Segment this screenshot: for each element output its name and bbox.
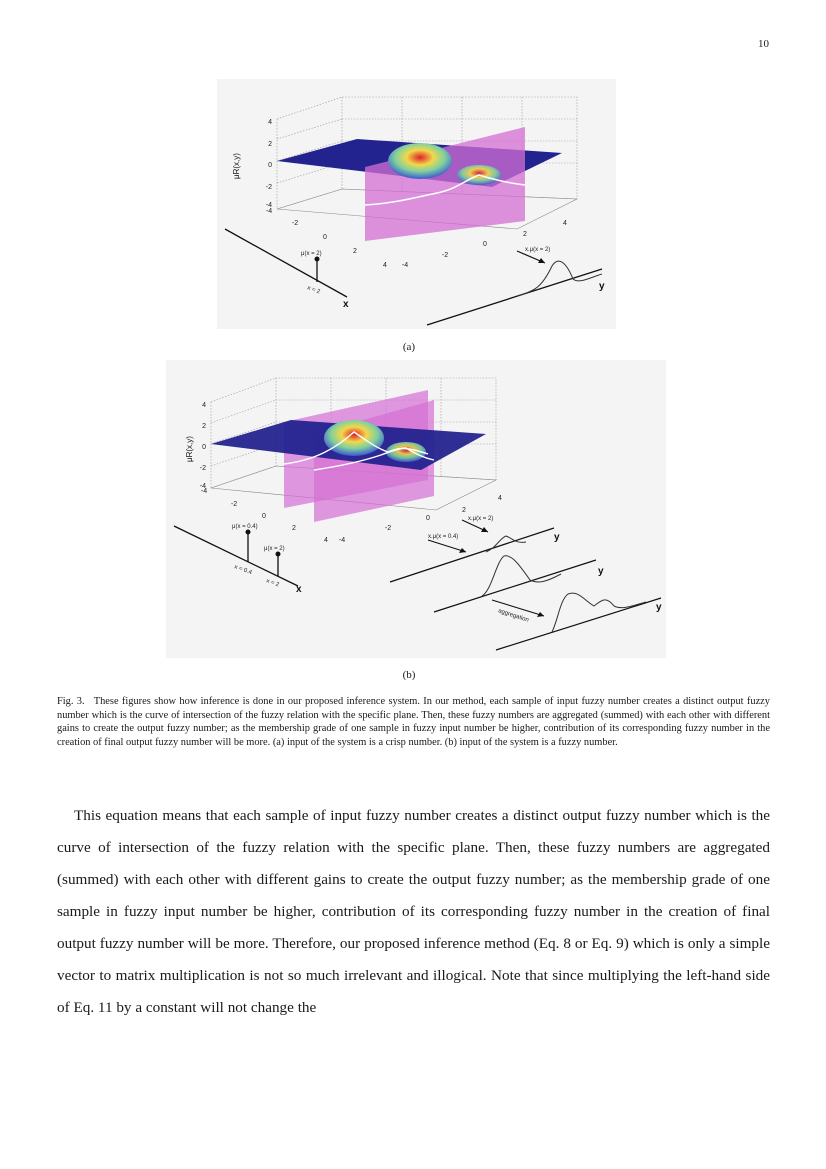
svg-text:2: 2 — [353, 248, 357, 255]
svg-text:4: 4 — [324, 537, 328, 544]
x-axis-line — [225, 229, 347, 297]
aggregated-curve — [552, 593, 646, 632]
svg-text:4: 4 — [268, 119, 272, 126]
svg-text:0: 0 — [426, 515, 430, 522]
peak-main — [388, 143, 452, 179]
z-ticks — [200, 402, 206, 490]
svg-text:2: 2 — [292, 525, 296, 532]
figure-a-plot — [217, 79, 616, 329]
svg-text:-2: -2 — [265, 184, 272, 191]
caption-tag: Fig. 3. — [57, 696, 85, 707]
figure-caption — [57, 695, 770, 749]
figure-b-sublabel: (b) — [402, 669, 416, 681]
svg-text:4: 4 — [202, 402, 206, 409]
svg-text:-2: -2 — [230, 501, 238, 508]
figure-a-sublabel: (a) — [402, 341, 416, 353]
svg-text:-2: -2 — [384, 525, 392, 532]
svg-text:-2: -2 — [291, 220, 299, 227]
svg-text:0: 0 — [262, 513, 266, 520]
output-axis-3 — [496, 598, 661, 650]
input-point-label: x = 2 — [306, 285, 321, 296]
output-label-1: x.μ(x = 2) — [468, 516, 494, 522]
svg-text:-4: -4 — [265, 208, 273, 215]
x-axis-letter: x — [343, 299, 349, 310]
input-label-2: μ(x = 2) — [264, 546, 285, 552]
figure-b-plot — [166, 360, 666, 658]
svg-text:2: 2 — [462, 507, 466, 514]
y-axis-letter: y — [599, 281, 605, 292]
svg-text:0: 0 — [483, 241, 487, 248]
input-point-2 — [276, 552, 281, 557]
figure-b — [166, 360, 666, 658]
figure-a — [217, 79, 616, 329]
x-axis-letter: x — [296, 584, 302, 595]
input-point-1 — [246, 530, 251, 535]
output-axis — [427, 269, 602, 325]
output-curve-2 — [482, 556, 561, 596]
y-axis-letter-2: y — [598, 566, 604, 577]
z-axis-label: μR(x,y) — [185, 436, 194, 462]
y-axis-letter-3: y — [656, 602, 662, 613]
svg-text:0: 0 — [202, 444, 206, 451]
input-point-label-2: x = 2 — [265, 578, 280, 589]
output-label: x.μ(x = 2) — [525, 247, 551, 253]
svg-text:-4: -4 — [265, 202, 272, 209]
input-label-1: μ(x = 0.4) — [232, 524, 258, 530]
page-number: 10 — [758, 38, 769, 50]
svg-text:-4: -4 — [200, 488, 208, 495]
svg-text:-4: -4 — [199, 483, 206, 490]
svg-text:4: 4 — [498, 495, 502, 502]
caption-text: These figures show how inference is done in our proposed inference system. In our method, each sample of input fuzzy number creates a distinct output fuzzy number which is the curve of intersection of the fuzzy relation with the specific plane. Then, these fuzzy numbers are aggregated (summed) with each other with different gains to create the output fuzzy number; as the membership grade of one sample in fuzzy input number be higher, contribution of its corresponding fuzzy number in the creation of final output fuzzy number will be more. (a) input of the system is a crisp number. (b) input of the system is a fuzzy number. — [57, 696, 770, 748]
input-point-label-1: x = 0.4 — [233, 564, 253, 577]
y-axis-letter-1: y — [554, 532, 560, 543]
output-axis-1 — [390, 528, 554, 582]
svg-text:2: 2 — [268, 141, 272, 148]
svg-text:4: 4 — [383, 262, 387, 269]
svg-text:0: 0 — [323, 234, 327, 241]
svg-text:-2: -2 — [441, 252, 449, 259]
svg-text:2: 2 — [523, 231, 527, 238]
svg-text:-4: -4 — [401, 262, 409, 269]
svg-text:-4: -4 — [338, 537, 346, 544]
aggregation-label: aggregation — [497, 608, 530, 624]
svg-text:4: 4 — [563, 220, 567, 227]
svg-text:2: 2 — [202, 423, 206, 430]
z-axis-label: μR(x,y) — [232, 153, 241, 179]
body-paragraph: This equation means that each sample of input fuzzy number creates a distinct output fuzzy number which is the curve of intersection of the fuzzy relation with the specific plane. Then, these fuzzy numbers are aggregated (summed) with each other with different gains to create the output fuzzy number; as the membership grade of one sample in fuzzy input number be higher, contribution of its corresponding fuzzy number in the creation of final output fuzzy number will be more. Therefore, our proposed inference method (Eq. 8 or Eq. 9) which is only a simple vector to matrix multiplication is not so much irrelevant and illogical. Note that since multiplying the left-hand side of Eq. 11 by a constant will not change the — [57, 807, 770, 1016]
input-label: μ(x = 2) — [301, 251, 322, 257]
peak-main — [324, 420, 384, 456]
output-arrow-2 — [428, 540, 466, 552]
z-ticks — [266, 119, 272, 209]
svg-text:-2: -2 — [199, 465, 206, 472]
output-curve — [517, 261, 602, 296]
output-label-2: x.μ(x = 0.4) — [428, 534, 459, 540]
svg-text:0: 0 — [268, 162, 272, 169]
input-point — [315, 257, 320, 262]
output-axis-2 — [434, 560, 596, 612]
